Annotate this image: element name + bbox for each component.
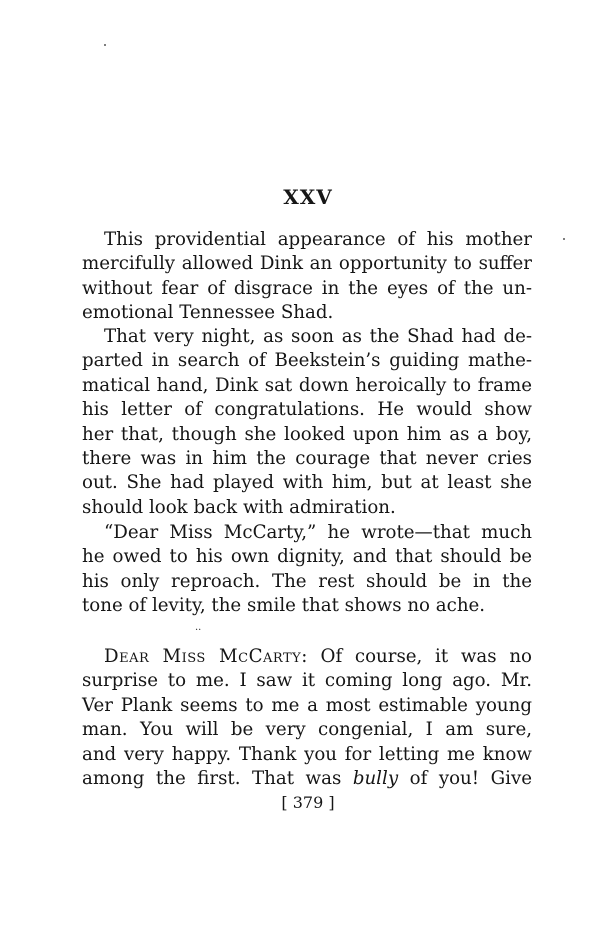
- text-line: his only reproach. The rest should be in the: [82, 570, 532, 592]
- text-line: there was in him the courage that never cries: [82, 448, 532, 470]
- letter-line: and very happy. Thank you for letting me know: [82, 743, 532, 765]
- letter-text: Of course, it was no: [320, 646, 532, 667]
- text-line: This providential appearance of his mother: [104, 229, 532, 250]
- letter-line: man. You will be very congenial, I am sure,: [82, 719, 532, 741]
- text-line: parted in search of Beekstein’s guiding mathe-: [82, 350, 532, 372]
- letter-text: of you! Give: [398, 768, 532, 790]
- paragraph-1: [82, 228, 532, 326]
- letter-line: [82, 767, 532, 791]
- letter-line: surprise to me. I saw it coming long ago. Mr.: [82, 670, 532, 692]
- text-line: That very night, as soon as the Shad had de-: [104, 326, 532, 347]
- page-number: [ 379 ]: [281, 793, 335, 812]
- letter-body: [82, 645, 532, 791]
- ink-speck: [104, 44, 106, 46]
- text-line: mercifully allowed Dink an opportunity to suffer: [82, 253, 532, 275]
- text-line: out. She had played with him, but at least she: [82, 472, 532, 494]
- text-line: he owed to his own dignity, and that should be: [82, 546, 532, 568]
- text-line: should look back with admiration.: [82, 496, 396, 518]
- text-line: her that, though she looked upon him as a boy,: [82, 423, 532, 445]
- ink-speck: [563, 238, 565, 240]
- text-line: “Dear Miss McCarty,” he wrote—that much: [104, 522, 532, 543]
- text-line: his letter of congratulations. He would show: [82, 399, 532, 421]
- letter-text: among the first. That was: [82, 768, 353, 790]
- paragraph-3: [82, 521, 532, 619]
- text-line: emotional Tennessee Shad.: [82, 302, 334, 324]
- paragraph-2: [82, 325, 532, 520]
- chapter-heading: XXV: [283, 185, 333, 209]
- text-line: without fear of disgrace in the eyes of the un-: [82, 277, 532, 299]
- letter-line: [82, 645, 532, 669]
- letter-line: Ver Plank seems to me a most estimable young: [82, 694, 532, 716]
- ornament-dot: ··: [195, 625, 202, 636]
- text-line: tone of levity, the smile that shows no ache.: [82, 595, 486, 617]
- emphasis-word: bully: [352, 768, 399, 790]
- text-line: matical hand, Dink sat down heroically to frame: [82, 374, 532, 396]
- letter-salutation: Dear Miss McCarty:: [104, 646, 308, 667]
